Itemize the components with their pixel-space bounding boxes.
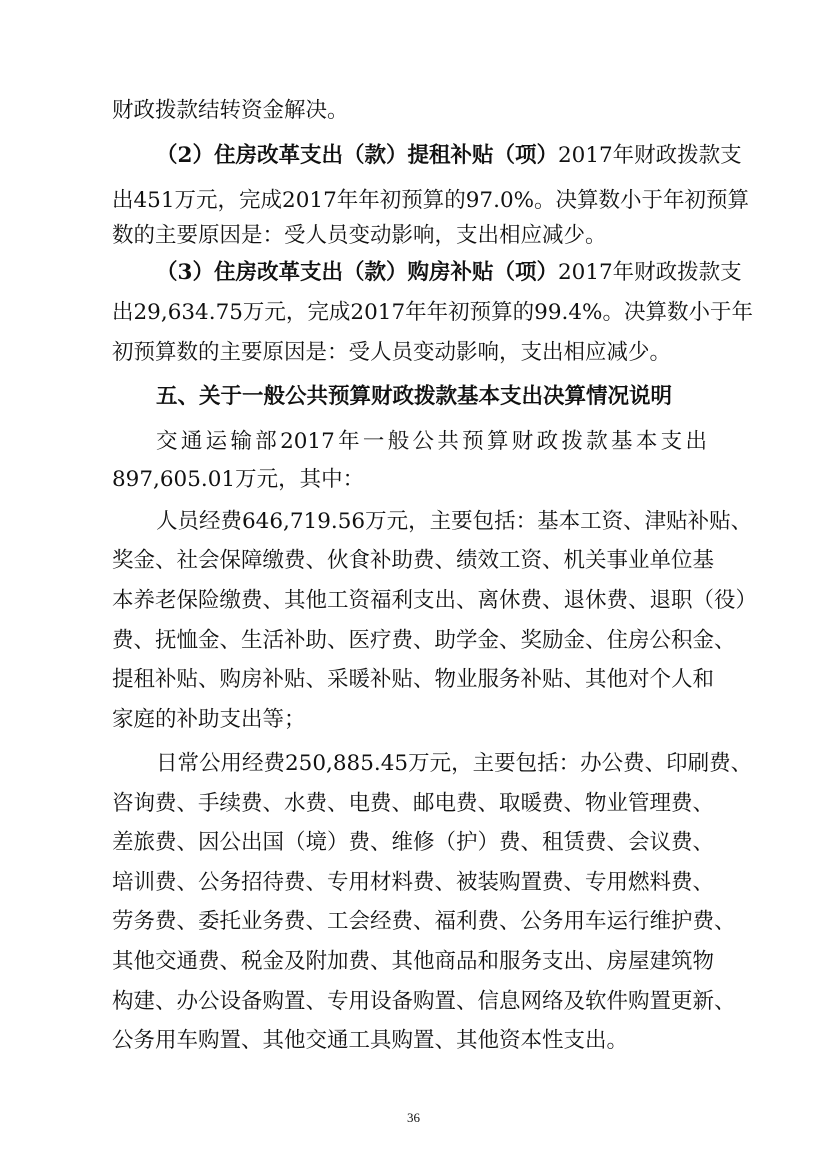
text-line: 交通运输部2017年一般公共预算财政拨款基本支出 — [156, 429, 707, 454]
item-2-text: 2017年财政拨款支 — [557, 143, 742, 168]
text-line: 家庭的补助支出等； — [112, 707, 306, 732]
text-line: 咨询费、手续费、水费、电费、邮电费、取暖费、物业管理费、 — [112, 791, 715, 816]
text-line: 人员经费646,719.56万元，主要包括：基本工资、津贴补贴、 — [156, 509, 753, 534]
section-heading: 五、关于一般公共预算财政拨款基本支出决算情况说明 — [156, 384, 673, 409]
text-line: 日常公用经费250,885.45万元，主要包括：办公费、印刷费、 — [156, 751, 753, 776]
text-line: 本养老保险缴费、其他工资福利支出、离休费、退休费、退职（役） — [112, 588, 758, 613]
text-line-item-3 — [156, 258, 742, 288]
text-line: 费、抚恤金、生活补助、医疗费、助学金、奖励金、住房公积金、 — [112, 628, 736, 653]
item-3-label: （3）住房改革支出（款）购房补贴（项） — [156, 260, 558, 285]
text-line: 数的主要原因是：受人员变动影响，支出相应减少。 — [112, 223, 607, 248]
text-line: 构建、办公设备购置、专用设备购置、信息网络及软件购置更新、 — [112, 989, 736, 1014]
text-line: 初预算数的主要原因是：受人员变动影响，支出相应减少。 — [112, 340, 672, 365]
text-line: 差旅费、因公出国（境）费、维修（护）费、租赁费、会议费、 — [112, 830, 715, 855]
text-line-item-2 — [156, 141, 742, 171]
text-line: 财政拨款结转资金解决。 — [112, 98, 349, 123]
item-3-text: 2017年财政拨款支 — [557, 260, 742, 285]
text-line: 培训费、公务招待费、专用材料费、被装购置费、专用燃料费、 — [112, 870, 715, 895]
text-line: 奖金、社会保障缴费、伙食补助费、绩效工资、机关事业单位基 — [112, 548, 715, 573]
text-line: 出29,634.75万元，完成2017年年初预算的99.4%。决算数小于年 — [112, 300, 753, 325]
page-number: 36 — [407, 1110, 420, 1125]
text-line: 公务用车购置、其他交通工具购置、其他资本性支出。 — [112, 1028, 629, 1053]
text-line: 出451万元，完成2017年年初预算的97.0%。决算数小于年初预算 — [112, 188, 750, 213]
text-line: 其他交通费、税金及附加费、其他商品和服务支出、房屋建筑物 — [112, 949, 715, 974]
text-line: 897,605.01万元，其中： — [112, 467, 365, 492]
text-line: 提租补贴、购房补贴、采暖补贴、物业服务补贴、其他对个人和 — [112, 667, 715, 692]
text-line: 劳务费、委托业务费、工会经费、福利费、公务用车运行维护费、 — [112, 909, 736, 934]
item-2-label: （2）住房改革支出（款）提租补贴（项） — [156, 143, 558, 168]
